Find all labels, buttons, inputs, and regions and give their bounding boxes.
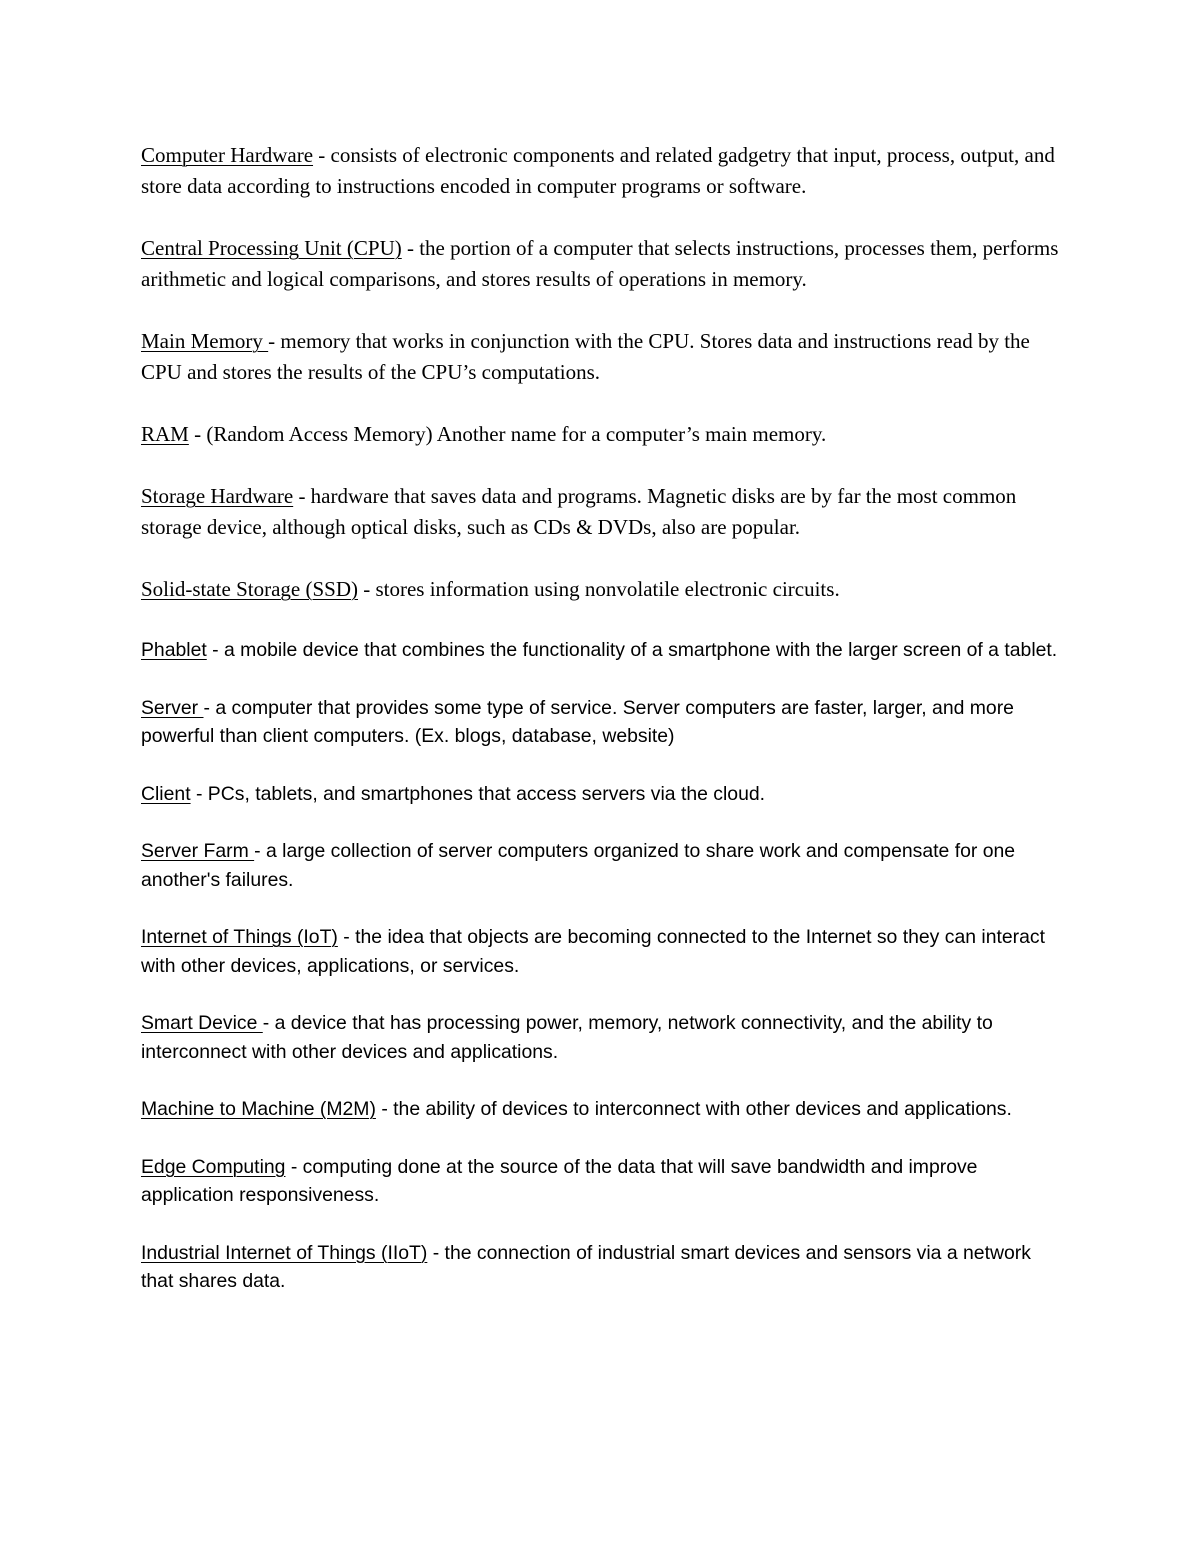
glossary-entry-main-memory xyxy=(141,326,1061,388)
glossary-entry-client xyxy=(141,780,1061,809)
term: Internet of Things (IoT) xyxy=(141,926,338,948)
glossary-entry-edge-computing xyxy=(141,1153,1061,1210)
term: RAM xyxy=(141,422,189,446)
definition: - the idea that objects are becoming connected to the Internet so they can interact with other devices, applications, or services. xyxy=(141,926,1045,977)
definition: - a device that has processing power, memory, network connectivity, and the ability to interconnect with other devices and applications. xyxy=(141,1012,993,1063)
definition: - a mobile device that combines the functionality of a smartphone with the larger screen of a tablet. xyxy=(206,639,1058,661)
glossary-entry-computer-hardware xyxy=(141,140,1061,202)
definition: - a large collection of server computers organized to share work and compensate for one another's failures. xyxy=(141,840,1016,891)
definition: - the portion of a computer that selects instructions, processes them, performs arithmetic and logical comparisons, and stores results of operations in memory. xyxy=(141,236,1059,291)
definition: - the connection of industrial smart devices and sensors via a network that shares data. xyxy=(141,1241,1031,1292)
glossary-entry-server xyxy=(141,694,1061,751)
definition: - hardware that saves data and programs. Magnetic disks are by far the most common storage device, although optical disks, such as CDs & DVDs, also are popular. xyxy=(141,484,1017,539)
term: Solid-state Storage (SSD) xyxy=(141,577,358,601)
glossary-entry-storage-hardware xyxy=(141,481,1061,543)
definition: - the ability of devices to interconnect with other devices and applications. xyxy=(375,1098,1012,1120)
definition: - stores information using nonvolatile electronic circuits. xyxy=(357,577,840,601)
term: Edge Computing xyxy=(141,1155,286,1178)
glossary-entry-iot xyxy=(141,923,1061,980)
definition: - a computer that provides some type of service. Server computers are faster, larger, and more powerful than client computers. (Ex. blogs, database, website) xyxy=(141,696,1014,747)
term: Main Memory xyxy=(141,329,269,353)
term: Central Processing Unit (CPU) xyxy=(141,236,402,260)
term: Smart Device xyxy=(141,1012,263,1034)
term: Computer Hardware xyxy=(141,143,314,167)
term: Phablet xyxy=(141,639,207,661)
glossary-entry-ram xyxy=(141,419,1061,450)
glossary-entry-iiot xyxy=(141,1239,1061,1296)
definition: - (Random Access Memory) Another name for a computer’s main memory. xyxy=(188,422,827,446)
definition: - PCs, tablets, and smartphones that access servers via the cloud. xyxy=(190,782,766,805)
definition: - consists of electronic components and related gadgetry that input, process, output, and store data according to instructions encoded in computer programs or software. xyxy=(141,143,1055,198)
term: Industrial Internet of Things (IIoT) xyxy=(141,1241,428,1264)
glossary-entry-phablet xyxy=(141,636,1061,665)
definition: - memory that works in conjunction with the CPU. Stores data and instructions read by the CPU and stores the results of the CPU’s computations. xyxy=(141,329,1030,384)
term: Server xyxy=(141,696,204,719)
term: Server Farm xyxy=(141,840,255,862)
term: Storage Hardware xyxy=(141,484,294,508)
glossary-entry-smart-device xyxy=(141,1009,1061,1066)
term: Client xyxy=(141,782,191,805)
glossary-entry-server-farm xyxy=(141,837,1061,894)
document-page xyxy=(141,140,1061,1325)
definition: - computing done at the source of the data that will save bandwidth and improve application responsiveness. xyxy=(141,1155,978,1206)
term: Machine to Machine (M2M) xyxy=(141,1098,376,1120)
glossary-entry-ssd xyxy=(141,574,1061,605)
glossary-entry-m2m xyxy=(141,1095,1061,1124)
glossary-entry-cpu xyxy=(141,233,1061,295)
